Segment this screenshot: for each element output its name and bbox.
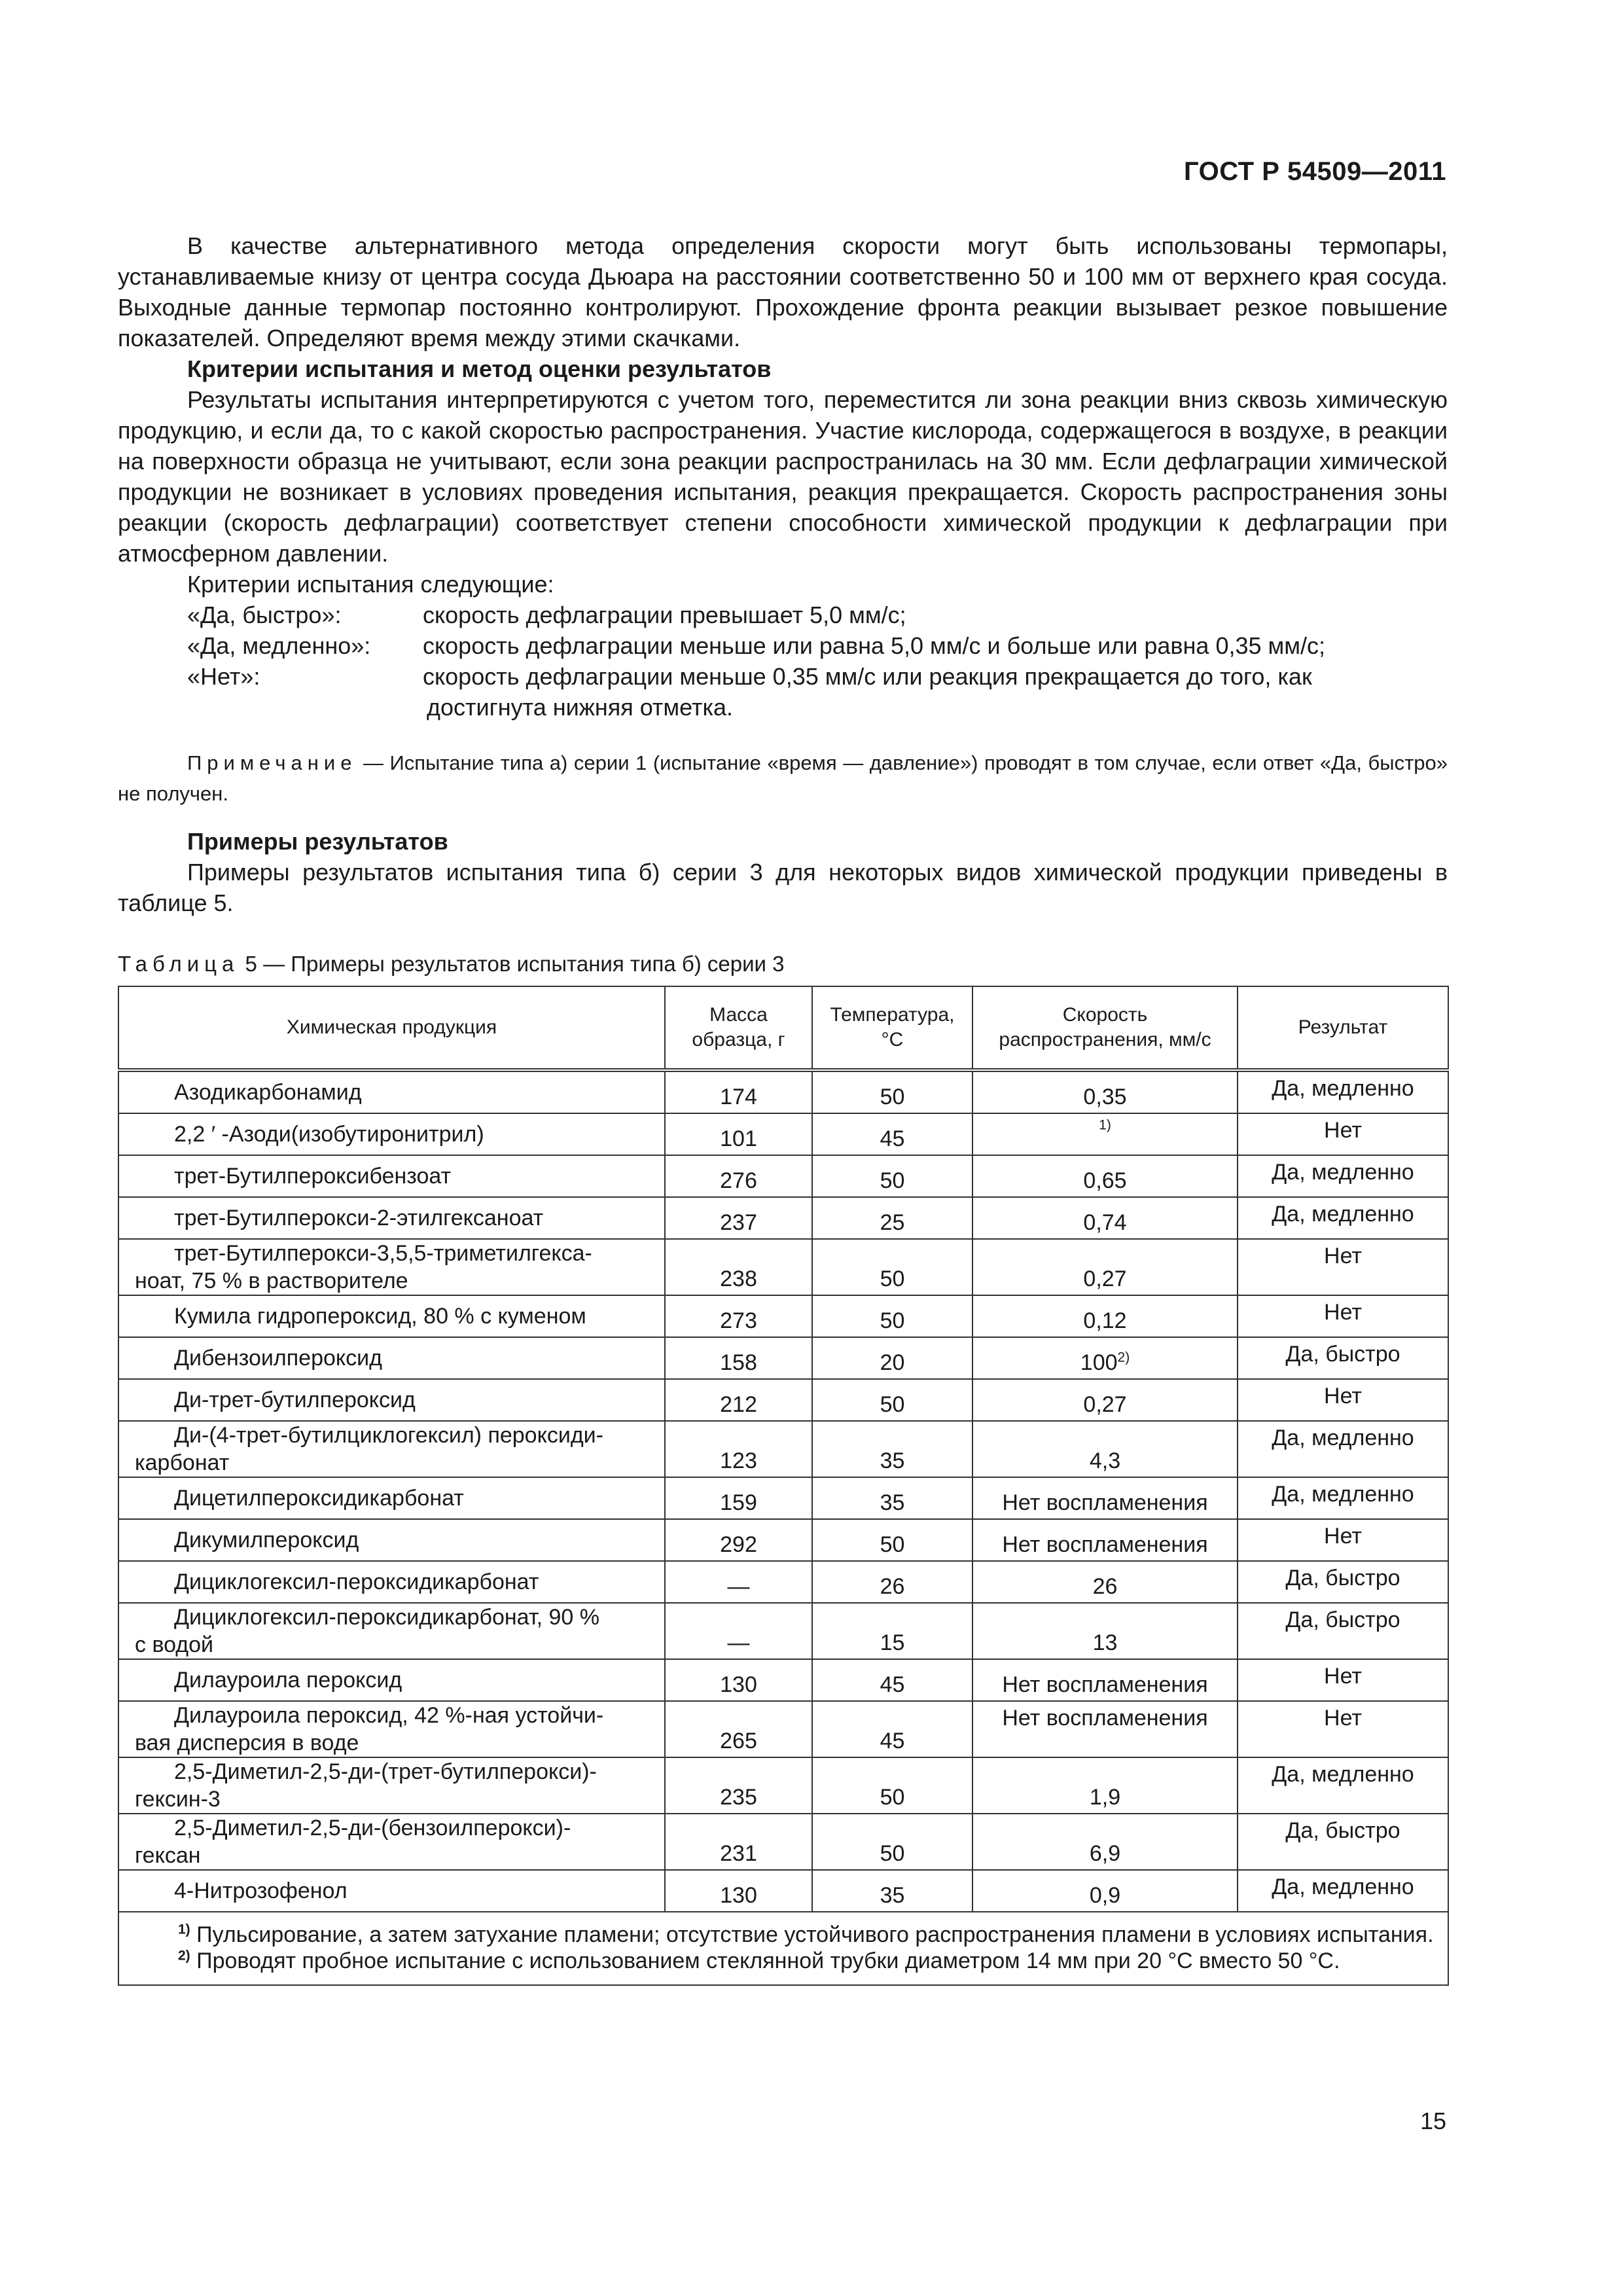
cell-temp: 35 xyxy=(812,1477,972,1519)
table-footnotes xyxy=(118,1912,1448,1985)
product-name: Дилауроила пероксид xyxy=(174,1668,402,1693)
criteria-list-intro: Критерии испытания следующие: xyxy=(187,571,554,598)
product-name-line2: гексин-3 xyxy=(135,1787,221,1812)
cell-temp: 45 xyxy=(812,1659,972,1701)
cell-product xyxy=(118,1421,665,1477)
cell-mass: 130 xyxy=(665,1659,812,1701)
cell-mass: 212 xyxy=(665,1379,812,1421)
cell-product xyxy=(118,1603,665,1659)
product-name: Ди-трет-бутилпероксид xyxy=(174,1388,416,1412)
cell-speed: Нет воспламенения xyxy=(972,1519,1238,1561)
cell-product xyxy=(118,1337,665,1379)
table-row xyxy=(118,1603,1448,1659)
product-name-line1: 2,5-Диметил-2,5-ди-(бензоилперокси)- xyxy=(174,1816,571,1840)
examples-block xyxy=(118,826,1448,918)
table-row xyxy=(118,1561,1448,1603)
criteria-heading: Критерии испытания и метод оценки результатов xyxy=(187,355,772,382)
cell-result: Нет xyxy=(1238,1113,1448,1155)
cell-temp: 50 xyxy=(812,1295,972,1337)
cell-speed xyxy=(972,1337,1238,1379)
cell-result: Да, медленно xyxy=(1238,1155,1448,1197)
product-name: трет-Бутилпероксибензоат xyxy=(174,1164,452,1189)
table-row xyxy=(118,1239,1448,1295)
criterion-key: «Да, медленно»: xyxy=(187,632,371,659)
table-caption-label: Таблица xyxy=(118,952,240,976)
header-speed-line2: распространения, мм/с xyxy=(999,1029,1211,1050)
table-row xyxy=(118,1519,1448,1561)
criterion-no xyxy=(118,661,1448,692)
header-temperature-line2: °С xyxy=(881,1029,904,1050)
footnote-ref: 1) xyxy=(1099,1117,1111,1133)
cell-result: Да, медленно xyxy=(1238,1477,1448,1519)
cell-mass: 235 xyxy=(665,1757,812,1814)
header-temperature xyxy=(812,986,972,1070)
criteria-paragraph: Результаты испытания интерпретируются с учетом того, переместится ли зона реакции вниз сквозь химическую продукцию, и если да, то с какой скоростью распространения. Участие кислорода, содержащегося в воздухе, в реакции на поверхности образца не учитывают, если зона реакции распространилась на 30 мм. Если дефлаграции химической продукции не возникает в условиях проведения испытания, реакция прекращается. Скорость распространения зоны реакции (скорость дефлаграции) соответствует степени способности химической продукции к дефлаграции при атмосферном давлении. xyxy=(118,386,1448,567)
cell-mass: 101 xyxy=(665,1113,812,1155)
cell-result: Да, быстро xyxy=(1238,1603,1448,1659)
cell-speed: 0,27 xyxy=(972,1379,1238,1421)
table-header-row xyxy=(118,986,1448,1070)
cell-speed: 0,74 xyxy=(972,1197,1238,1239)
table-row xyxy=(118,1757,1448,1814)
criterion-key: «Нет»: xyxy=(187,663,260,690)
header-mass xyxy=(665,986,812,1070)
header-mass-line2: образца, г xyxy=(692,1029,785,1050)
cell-speed: 1,9 xyxy=(972,1757,1238,1814)
cell-temp: 50 xyxy=(812,1155,972,1197)
product-name-line1: трет-Бутилперокси-3,5,5-триметилгекса- xyxy=(174,1241,592,1266)
table-row xyxy=(118,1814,1448,1870)
product-name-line1: Ди-(4-трет-бутилциклогексил) пероксиди- xyxy=(174,1423,603,1448)
table-row xyxy=(118,1477,1448,1519)
product-name: Дикумилпероксид xyxy=(174,1528,359,1552)
product-name-line2: ноат, 75 % в растворителе xyxy=(135,1268,408,1293)
cell-product xyxy=(118,1814,665,1870)
cell-temp: 25 xyxy=(812,1197,972,1239)
cell-product xyxy=(118,1379,665,1421)
header-speed xyxy=(972,986,1238,1070)
table-caption xyxy=(118,952,785,977)
cell-result: Да, быстро xyxy=(1238,1814,1448,1870)
cell-mass: 276 xyxy=(665,1155,812,1197)
cell-temp: 35 xyxy=(812,1421,972,1477)
table-row xyxy=(118,1070,1448,1113)
cell-speed: 0,65 xyxy=(972,1155,1238,1197)
product-name: Азодикарбонамид xyxy=(174,1080,362,1105)
footnote-text: Проводят пробное испытание с использованием стеклянной трубки диаметром 14 мм при 20 °С вместо 50 °С. xyxy=(190,1948,1340,1973)
cell-speed: Нет воспламенения xyxy=(972,1701,1238,1757)
table-row xyxy=(118,1870,1448,1912)
cell-result: Да, медленно xyxy=(1238,1870,1448,1912)
cell-product xyxy=(118,1701,665,1757)
header-result: Результат xyxy=(1238,986,1448,1070)
table-row xyxy=(118,1113,1448,1155)
cell-result: Да, быстро xyxy=(1238,1561,1448,1603)
product-name: 4-Нитрозофенол xyxy=(174,1878,348,1903)
product-name-line1: 2,5-Диметил-2,5-ди-(трет-бутилперокси)- xyxy=(174,1759,597,1784)
cell-speed xyxy=(972,1113,1238,1155)
cell-speed: 13 xyxy=(972,1603,1238,1659)
table-caption-text: 5 — Примеры результатов испытания типа б) серии 3 xyxy=(239,952,785,976)
cell-mass: 158 xyxy=(665,1337,812,1379)
product-name-line1: Дициклогексил-пероксидикарбонат, 90 % xyxy=(174,1605,600,1630)
cell-speed: 0,35 xyxy=(972,1070,1238,1113)
cell-product xyxy=(118,1239,665,1295)
examples-paragraph: Примеры результатов испытания типа б) серии 3 для некоторых видов химической продукции приведены в таблице 5. xyxy=(118,859,1448,916)
cell-product xyxy=(118,1659,665,1701)
footnote-1 xyxy=(126,1922,1441,1948)
criterion-value: скорость дефлаграции меньше 0,35 мм/с или реакция прекращается до того, как xyxy=(423,663,1312,690)
cell-temp: 45 xyxy=(812,1113,972,1155)
cell-result: Да, медленно xyxy=(1238,1197,1448,1239)
product-name-line2: вая дисперсия в воде xyxy=(135,1731,359,1755)
cell-mass: — xyxy=(665,1603,812,1659)
product-name-line2: карбонат xyxy=(135,1450,230,1475)
table-row xyxy=(118,1295,1448,1337)
note-label: Примечание xyxy=(187,751,357,774)
footnote-mark: 2) xyxy=(178,1948,190,1964)
note xyxy=(118,747,1448,809)
cell-temp: 26 xyxy=(812,1561,972,1603)
header-temperature-line1: Температура, xyxy=(830,1004,955,1026)
standard-code: ГОСТ Р 54509—2011 xyxy=(1184,157,1446,186)
cell-mass: 238 xyxy=(665,1239,812,1295)
cell-mass: 292 xyxy=(665,1519,812,1561)
note-text: — Испытание типа а) серии 1 (испытание «время — давление») проводят в том случае, если ответ «Да, быстро» не получен. xyxy=(118,751,1448,805)
page-number: 15 xyxy=(1419,2108,1446,2134)
footnote-mark: 1) xyxy=(178,1922,190,1937)
table-row xyxy=(118,1337,1448,1379)
cell-result: Нет xyxy=(1238,1701,1448,1757)
cell-result: Да, медленно xyxy=(1238,1757,1448,1814)
table-row xyxy=(118,1659,1448,1701)
criterion-slow xyxy=(118,630,1448,661)
cell-temp: 45 xyxy=(812,1701,972,1757)
product-name: Кумила гидропероксид, 80 % с куменом xyxy=(174,1304,586,1329)
table-footnotes-row xyxy=(118,1912,1448,1985)
cell-speed: 26 xyxy=(972,1561,1238,1603)
examples-heading: Примеры результатов xyxy=(187,828,448,855)
cell-temp: 50 xyxy=(812,1757,972,1814)
cell-mass: — xyxy=(665,1561,812,1603)
cell-temp: 50 xyxy=(812,1070,972,1113)
cell-product xyxy=(118,1070,665,1113)
criterion-key: «Да, быстро»: xyxy=(187,601,342,628)
table-row xyxy=(118,1701,1448,1757)
cell-temp: 50 xyxy=(812,1379,972,1421)
criterion-value: скорость дефлаграции превышает 5,0 мм/с; xyxy=(423,601,906,628)
cell-mass: 130 xyxy=(665,1870,812,1912)
cell-mass: 123 xyxy=(665,1421,812,1477)
cell-result: Нет xyxy=(1238,1295,1448,1337)
table-row xyxy=(118,1155,1448,1197)
cell-temp: 20 xyxy=(812,1337,972,1379)
cell-result: Нет xyxy=(1238,1519,1448,1561)
cell-speed: 6,9 xyxy=(972,1814,1238,1870)
cell-product xyxy=(118,1155,665,1197)
product-name-line2: с водой xyxy=(135,1632,214,1657)
cell-mass: 231 xyxy=(665,1814,812,1870)
cell-temp: 50 xyxy=(812,1519,972,1561)
cell-result: Нет xyxy=(1238,1379,1448,1421)
product-name: Дицетилпероксидикарбонат xyxy=(174,1486,464,1511)
table-row xyxy=(118,1197,1448,1239)
intro-paragraph: В качестве альтернативного метода определения скорости могут быть использованы термопары, устанавливаемые книзу от центра сосуда Дьюара на расстоянии соответственно 50 и 100 мм от верхнего края сосуда. Выходные данные термопар постоянно контролируют. Прохождение фронта реакции вызывает резкое повышение показателей. Определяют время между этими скачками. xyxy=(118,232,1448,351)
cell-mass: 159 xyxy=(665,1477,812,1519)
cell-result: Да, медленно xyxy=(1238,1421,1448,1477)
product-name-line2: гексан xyxy=(135,1843,201,1868)
product-name: Дициклогексил-пероксидикарбонат xyxy=(174,1570,539,1594)
product-name: Дибензоилпероксид xyxy=(174,1346,382,1371)
header-speed-line1: Скорость xyxy=(1062,1004,1148,1026)
cell-mass: 174 xyxy=(665,1070,812,1113)
cell-temp: 50 xyxy=(812,1814,972,1870)
footnote-2 xyxy=(126,1948,1441,1974)
footnote-ref: 2) xyxy=(1117,1350,1130,1365)
cell-product xyxy=(118,1561,665,1603)
header-product: Химическая продукция xyxy=(118,986,665,1070)
cell-mass: 273 xyxy=(665,1295,812,1337)
cell-product xyxy=(118,1295,665,1337)
cell-product xyxy=(118,1197,665,1239)
cell-temp: 50 xyxy=(812,1239,972,1295)
cell-result: Да, медленно xyxy=(1238,1070,1448,1113)
cell-result: Нет xyxy=(1238,1659,1448,1701)
body-text xyxy=(118,230,1448,723)
speed-value: 100 xyxy=(1080,1350,1118,1375)
cell-product xyxy=(118,1757,665,1814)
criterion-no-continuation: достигнута нижняя отметка. xyxy=(427,694,734,721)
cell-temp: 35 xyxy=(812,1870,972,1912)
cell-mass: 265 xyxy=(665,1701,812,1757)
cell-product xyxy=(118,1477,665,1519)
product-name: 2,2 ′ -Азоди(изобутиронитрил) xyxy=(174,1122,484,1147)
product-name-line1: Дилауроила пероксид, 42 %-ная устойчи- xyxy=(174,1703,604,1728)
cell-mass: 237 xyxy=(665,1197,812,1239)
header-mass-line1: Масса xyxy=(709,1004,768,1026)
table-row xyxy=(118,1421,1448,1477)
table-row xyxy=(118,1379,1448,1421)
cell-product xyxy=(118,1519,665,1561)
cell-result: Нет xyxy=(1238,1239,1448,1295)
cell-speed: Нет воспламенения xyxy=(972,1659,1238,1701)
cell-result: Да, быстро xyxy=(1238,1337,1448,1379)
footnote-text: Пульсирование, а затем затухание пламени; отсутствие устойчивого распространения пламени в условиях испытания. xyxy=(190,1922,1434,1947)
cell-speed: 4,3 xyxy=(972,1421,1238,1477)
criterion-fast xyxy=(118,600,1448,630)
cell-product xyxy=(118,1870,665,1912)
cell-speed: 0,27 xyxy=(972,1239,1238,1295)
criterion-value: скорость дефлаграции меньше или равна 5,0 мм/с и больше или равна 0,35 мм/с; xyxy=(423,632,1326,659)
cell-speed: Нет воспламенения xyxy=(972,1477,1238,1519)
cell-speed: 0,12 xyxy=(972,1295,1238,1337)
cell-speed: 0,9 xyxy=(972,1870,1238,1912)
results-table xyxy=(118,986,1449,1986)
cell-product xyxy=(118,1113,665,1155)
cell-temp: 15 xyxy=(812,1603,972,1659)
product-name: трет-Бутилперокси-2-этилгексаноат xyxy=(174,1206,544,1230)
